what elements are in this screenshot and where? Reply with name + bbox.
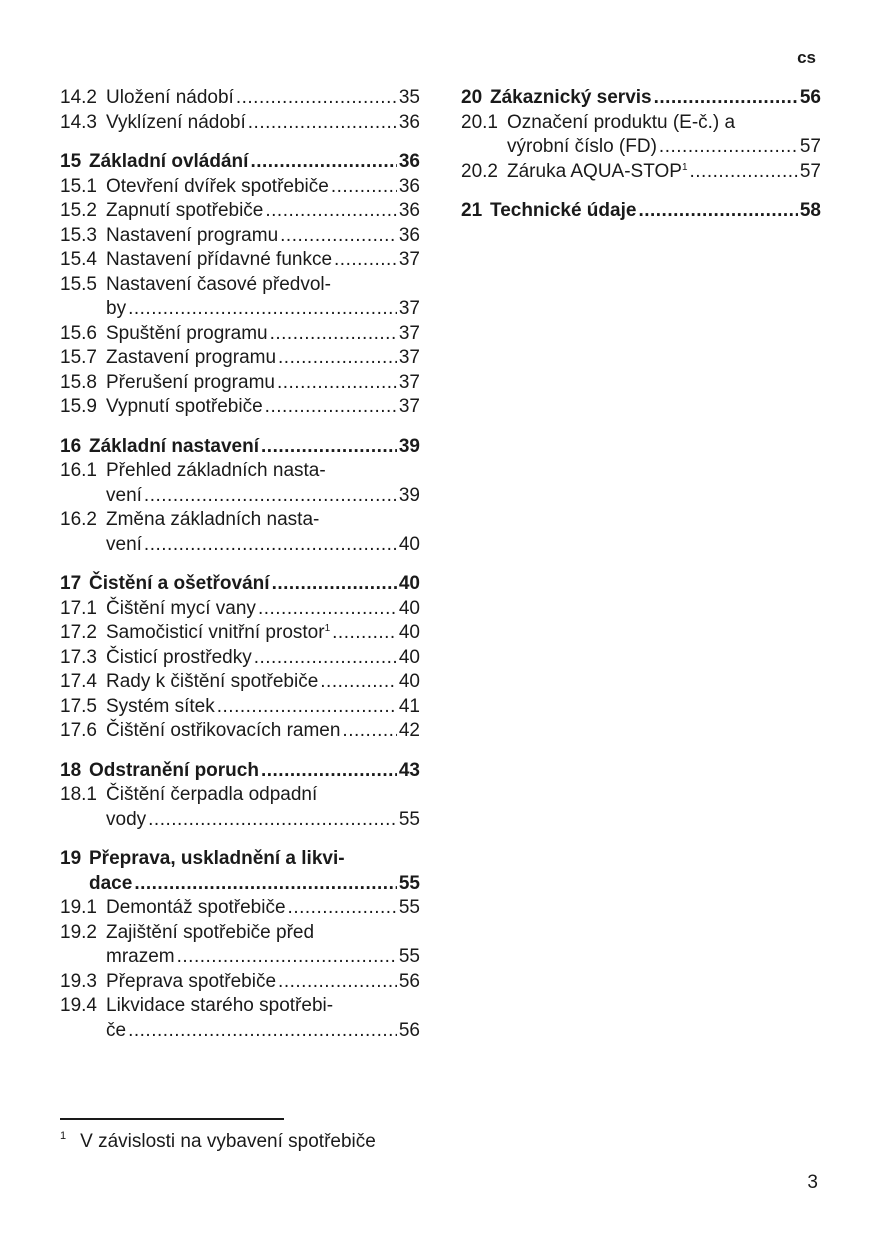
toc-page-number: 36 (398, 151, 420, 172)
toc-page-number: 37 (398, 396, 420, 417)
toc-entry[interactable] (60, 597, 420, 622)
page-number: 3 (807, 1172, 818, 1193)
dot-leader (270, 322, 397, 347)
dot-leader (128, 297, 397, 322)
toc-entry[interactable] (60, 248, 420, 273)
toc-entry[interactable] (60, 670, 420, 695)
toc-number: 19.2 (60, 921, 97, 943)
toc-number: 15 (60, 151, 82, 172)
toc-entry[interactable] (60, 322, 420, 347)
dot-leader (144, 533, 397, 558)
footnote-mark: 1 (60, 1130, 67, 1142)
toc-page-number: 35 (398, 87, 420, 108)
toc-chapter[interactable] (60, 847, 420, 896)
toc-number: 16.1 (60, 460, 97, 481)
toc-page-number: 40 (398, 533, 420, 555)
toc-title: Čistění a ošetřování (89, 573, 270, 594)
dot-leader (261, 435, 397, 460)
toc-number: 19.1 (60, 897, 97, 918)
toc-chapter[interactable] (461, 199, 821, 224)
toc-number: 21 (461, 200, 483, 221)
toc-page-number: 57 (799, 136, 821, 157)
toc-number: 19.3 (60, 970, 97, 992)
toc-entry[interactable] (60, 896, 420, 921)
toc-entry[interactable] (461, 111, 821, 160)
toc-page-number: 56 (398, 970, 420, 992)
dot-leader (134, 872, 397, 897)
toc-chapter[interactable] (60, 150, 420, 175)
toc-number: 17.5 (60, 695, 97, 717)
dot-leader (258, 597, 397, 622)
toc-title: Rady k čištění spotřebiče (106, 671, 319, 692)
toc-title: Technické údaje (490, 200, 637, 221)
toc-entry[interactable] (60, 371, 420, 396)
toc-page-number: 56 (398, 1019, 420, 1041)
dot-leader (280, 224, 397, 249)
toc-entry[interactable] (461, 160, 821, 185)
footnote-text: V závislosti na vybavení spotřebiče (80, 1131, 376, 1152)
toc-page-number: 37 (398, 347, 420, 368)
toc-entry[interactable] (60, 695, 420, 720)
dot-leader (128, 1019, 397, 1044)
toc-title: Zapnutí spotřebiče (106, 200, 264, 221)
toc-title: Odstranění poruch (89, 759, 259, 781)
toc-page-number: 40 (398, 573, 420, 594)
toc-number: 14.3 (60, 111, 97, 133)
toc-page-number: 55 (398, 872, 420, 894)
toc-number: 19 (60, 848, 82, 869)
toc-number: 14.2 (60, 87, 97, 108)
toc-number: 16.2 (60, 509, 97, 530)
toc-title: Uložení nádobí (106, 87, 234, 108)
toc-number: 18 (60, 759, 82, 781)
toc-entry[interactable] (60, 621, 420, 646)
toc-title: Čisticí prostředky (106, 646, 252, 668)
dot-leader (690, 160, 798, 185)
toc-title: Systém sítek (106, 695, 215, 717)
toc-page-number: 40 (398, 646, 420, 668)
toc-number: 17 (60, 573, 82, 594)
toc-number: 20.2 (461, 160, 498, 182)
toc-entry[interactable] (60, 970, 420, 995)
toc-chapter[interactable] (60, 435, 420, 460)
toc-title: Přeprava spotřebiče (106, 970, 277, 992)
toc-number: 16 (60, 435, 82, 457)
toc-number: 17.2 (60, 622, 97, 643)
toc-title: Vypnutí spotřebiče (106, 396, 263, 417)
toc-page-number: 40 (398, 622, 420, 643)
toc-page-number: 58 (799, 200, 821, 221)
dot-leader (250, 150, 396, 175)
toc-number: 20 (461, 87, 483, 108)
toc-number: 17.4 (60, 671, 97, 692)
toc-title: vody (106, 808, 147, 830)
toc-page-number: 37 (398, 371, 420, 393)
toc-title: Záruka AQUA-STOP (507, 160, 682, 182)
toc-entry[interactable] (60, 199, 420, 224)
toc-entry[interactable] (60, 86, 420, 111)
dot-leader (261, 759, 397, 784)
toc-title-line: Přehled základních nasta- (106, 460, 326, 481)
toc-page-number: 56 (799, 87, 821, 108)
toc-number: 15.2 (60, 200, 97, 221)
toc-page-number: 40 (398, 597, 420, 619)
dot-leader (272, 572, 397, 597)
toc-number: 15.1 (60, 175, 97, 197)
toc-entry[interactable] (60, 921, 420, 970)
toc-title: by (106, 298, 127, 319)
toc-page-number: 36 (398, 224, 420, 246)
toc-entry[interactable] (60, 719, 420, 744)
toc-page-number: 36 (398, 175, 420, 197)
toc-chapter[interactable] (60, 572, 420, 597)
toc-number: 15.4 (60, 249, 97, 270)
toc-entry[interactable] (60, 273, 420, 322)
toc-title-line: Označení produktu (E-č.) a (507, 111, 736, 133)
dot-leader (332, 621, 397, 646)
toc-entry[interactable] (60, 346, 420, 371)
toc-entry[interactable] (60, 508, 420, 557)
toc-title-line: Nastavení časové předvol- (106, 273, 331, 295)
dot-leader (148, 808, 397, 833)
toc-title-line: Likvidace starého spotřebi- (106, 995, 334, 1016)
toc-title: Přerušení programu (106, 371, 275, 393)
toc-page-number: 40 (398, 671, 420, 692)
footnote-reference: 1 (681, 161, 688, 173)
toc-title: Zastavení programu (106, 347, 277, 368)
toc-number: 15.7 (60, 347, 97, 368)
dot-leader (659, 135, 798, 160)
toc-number: 18.1 (60, 784, 97, 805)
footnote (60, 1130, 376, 1153)
dot-leader (177, 945, 397, 970)
toc-number: 15.5 (60, 273, 97, 295)
toc-page-number: 43 (398, 759, 420, 781)
toc-column-right (461, 86, 821, 224)
toc-title: Nastavení programu (106, 224, 279, 246)
toc-page-number: 57 (799, 160, 821, 182)
dot-leader (638, 199, 797, 224)
dot-leader (265, 199, 396, 224)
toc-title-line: Přeprava, uskladnění a likvi- (89, 848, 345, 869)
toc-page-number: 39 (398, 435, 420, 457)
toc-title: Spuštění programu (106, 322, 268, 344)
dot-leader (265, 395, 397, 420)
toc-title: výrobní číslo (FD) (507, 136, 657, 157)
toc-title-line: Změna základních nasta- (106, 509, 320, 530)
footnote-divider (60, 1118, 284, 1120)
toc-page-number: 37 (398, 322, 420, 344)
toc-title: Čištění mycí vany (106, 597, 256, 619)
toc-page-number: 41 (398, 695, 420, 717)
dot-leader (236, 86, 397, 111)
toc-title: Otevření dvířek spotřebiče (106, 175, 329, 197)
toc-page-number: 37 (398, 249, 420, 270)
toc-title: če (106, 1019, 127, 1041)
toc-title: mrazem (106, 946, 175, 967)
dot-leader (278, 346, 397, 371)
toc-number: 17.1 (60, 597, 97, 619)
toc-page-number: 55 (398, 897, 420, 918)
toc-entry[interactable] (60, 224, 420, 249)
dot-leader (144, 484, 397, 509)
toc-title: Vyklízení nádobí (106, 111, 246, 133)
toc-number: 15.6 (60, 322, 97, 344)
dot-leader (217, 695, 397, 720)
toc-title: vení (106, 484, 142, 506)
toc-title: vení (106, 533, 142, 555)
toc-number: 17.6 (60, 720, 97, 741)
toc-number: 15.8 (60, 371, 97, 393)
toc-page-number: 36 (398, 111, 420, 133)
toc-entry[interactable] (60, 395, 420, 420)
toc-number: 15.3 (60, 224, 97, 246)
toc-number: 19.4 (60, 995, 97, 1016)
dot-leader (248, 111, 397, 136)
dot-leader (331, 175, 397, 200)
toc-title: Nastavení přídavné funkce (106, 249, 333, 270)
toc-page-number: 37 (398, 298, 420, 319)
dot-leader (278, 970, 397, 995)
toc-entry[interactable] (60, 783, 420, 832)
toc-title: dace (89, 872, 133, 894)
toc-title-line: Čištění čerpadla odpadní (106, 784, 318, 805)
dot-leader (342, 719, 396, 744)
toc-page-number: 42 (398, 720, 420, 741)
footnote-reference: 1 (324, 623, 331, 634)
toc-entry[interactable] (60, 459, 420, 508)
toc-title: Čištění ostřikovacích ramen (106, 720, 341, 741)
dot-leader (288, 896, 397, 921)
toc-title: Samočisticí vnitřní prostor (106, 622, 325, 643)
dot-leader (654, 86, 798, 111)
dot-leader (334, 248, 397, 273)
dot-leader (277, 371, 397, 396)
toc-entry[interactable] (60, 994, 420, 1043)
toc-entry[interactable] (60, 646, 420, 671)
toc-title: Základní ovládání (89, 151, 249, 172)
toc-title: Demontáž spotřebiče (106, 897, 286, 918)
toc-number: 15.9 (60, 396, 97, 417)
toc-chapter[interactable] (60, 759, 420, 784)
toc-number: 20.1 (461, 111, 498, 133)
toc-entry[interactable] (60, 175, 420, 200)
toc-title: Zákaznický servis (490, 87, 652, 108)
toc-page-number: 55 (398, 946, 420, 967)
toc-entry[interactable] (60, 111, 420, 136)
dot-leader (320, 670, 397, 695)
toc-page-number: 55 (398, 808, 420, 830)
toc-number: 17.3 (60, 646, 97, 668)
toc-title: Základní nastavení (89, 435, 260, 457)
toc-chapter[interactable] (461, 86, 821, 111)
toc-page-number: 36 (398, 200, 420, 221)
toc-title-line: Zajištění spotřebiče před (106, 921, 315, 943)
toc-column-left (60, 86, 420, 1043)
toc-page-number: 39 (398, 484, 420, 506)
dot-leader (254, 646, 397, 671)
language-code: cs (797, 48, 816, 67)
